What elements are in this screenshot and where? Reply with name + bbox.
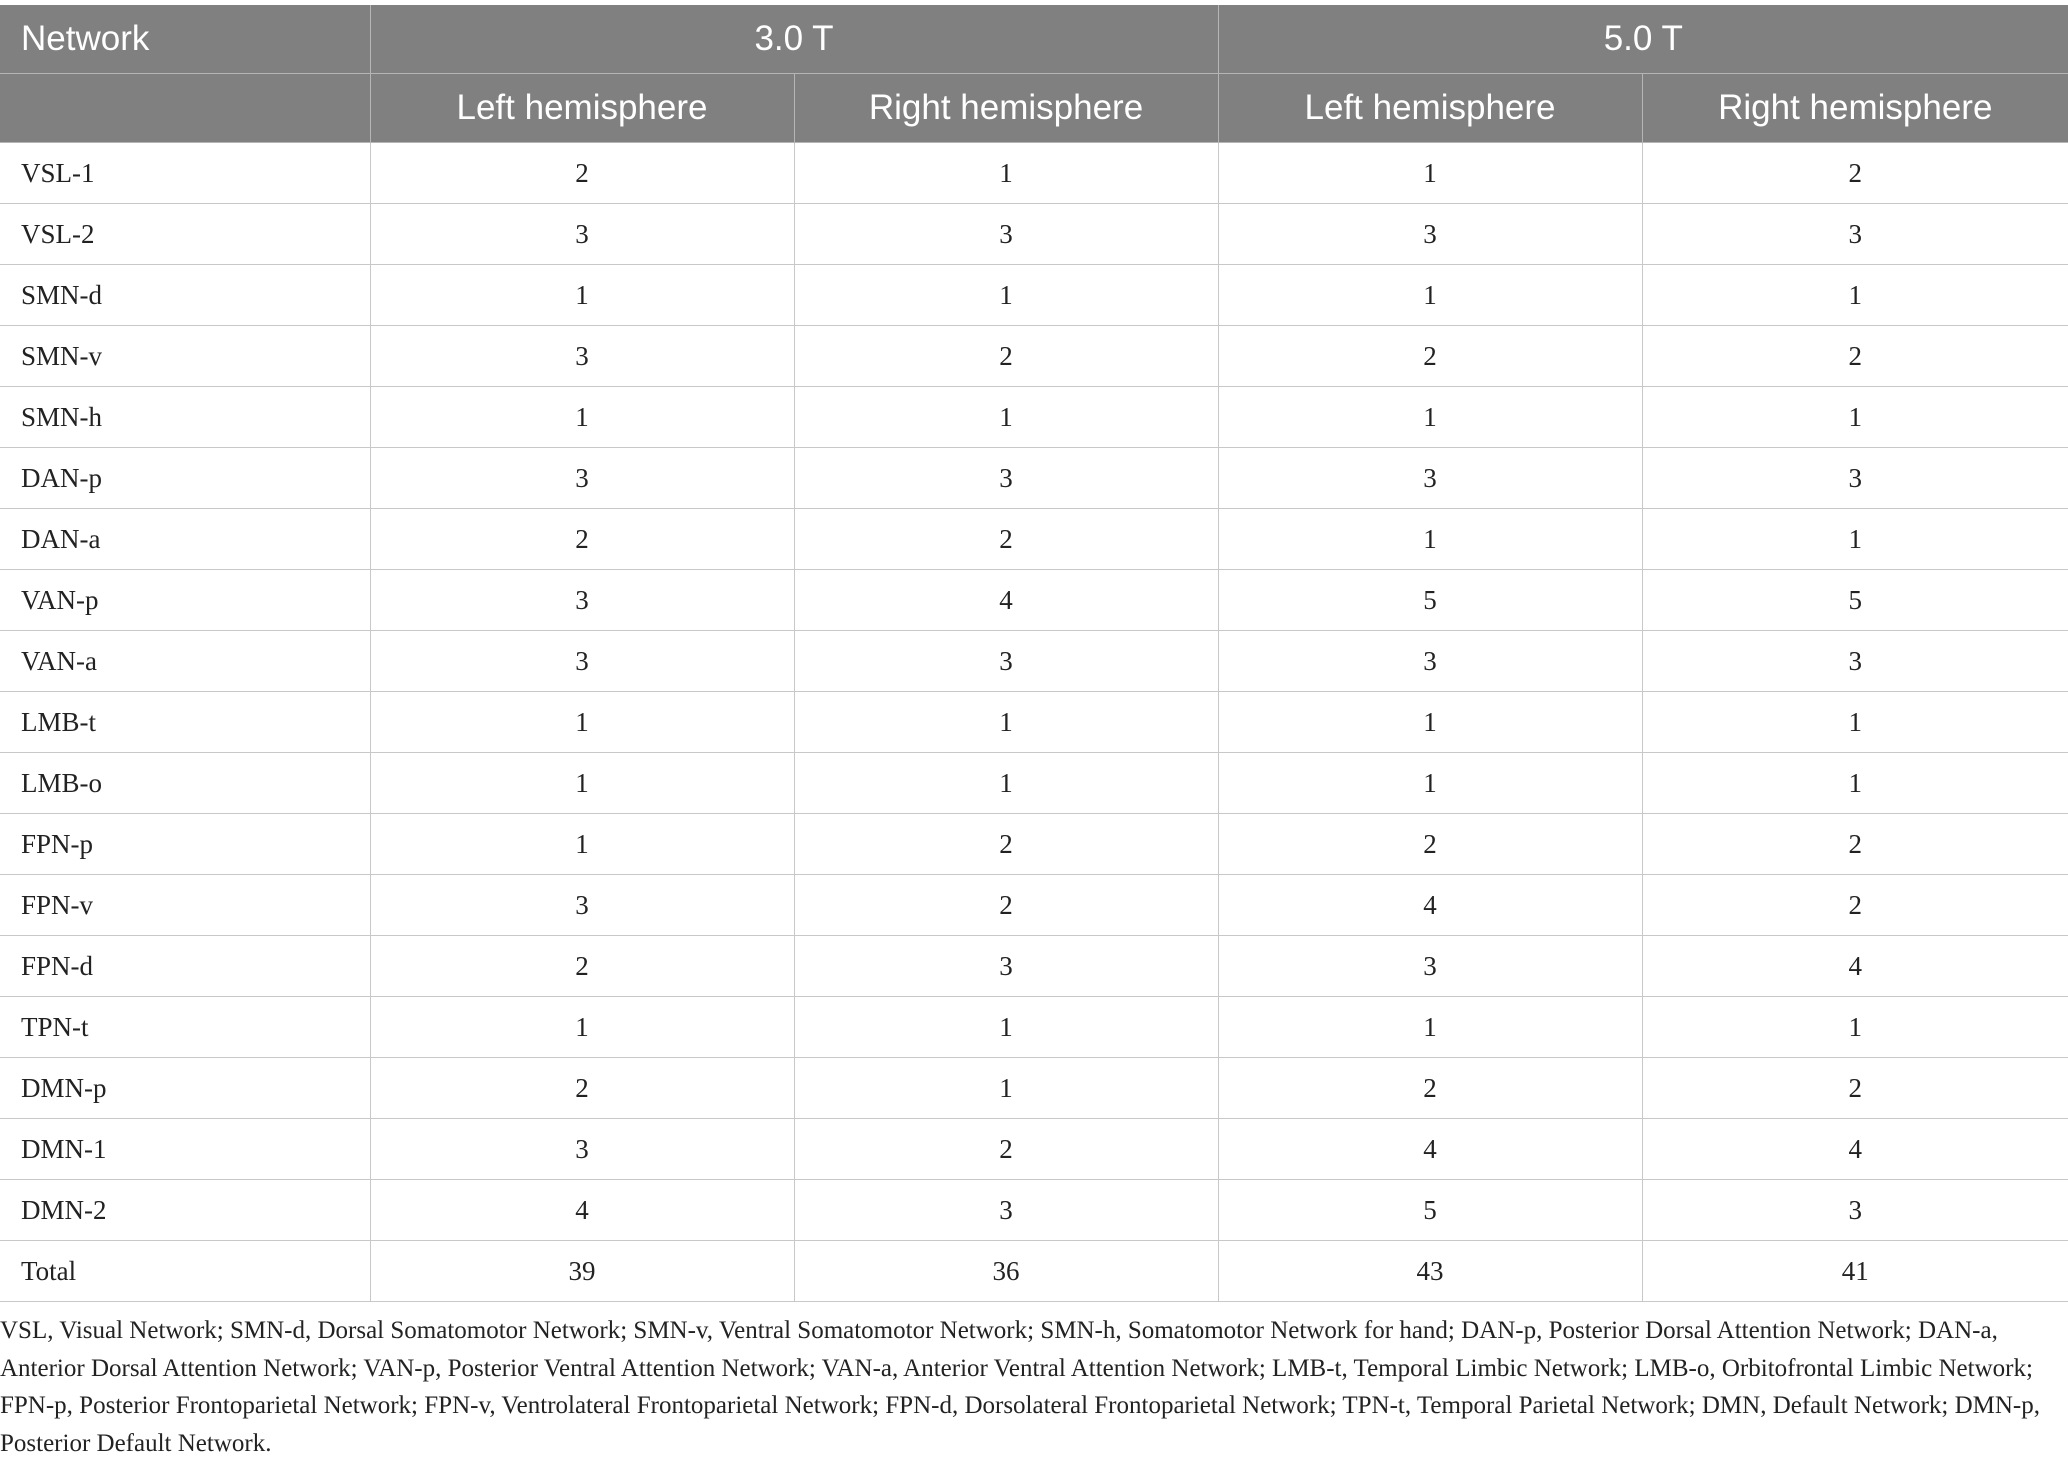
table-row [0,814,2068,875]
value-3t-right-cell: 1 [794,753,1218,814]
header-group-3t: 3.0 T [370,5,1218,74]
value-5t-left-cell: 2 [1218,1058,1642,1119]
value-3t-right-cell: 36 [794,1241,1218,1302]
table-body [0,143,2068,1302]
network-table [0,5,2068,1302]
value-5t-left-cell: 3 [1218,204,1642,265]
value-3t-left-cell: 3 [370,875,794,936]
page [0,5,2068,1462]
table-row [0,265,2068,326]
value-3t-left-cell: 1 [370,387,794,448]
value-5t-right-cell: 41 [1642,1241,2068,1302]
header-3t-right-hemisphere: Right hemisphere [794,74,1218,143]
value-5t-left-cell: 1 [1218,753,1642,814]
value-5t-right-cell: 2 [1642,814,2068,875]
value-3t-left-cell: 3 [370,326,794,387]
header-row-groups [0,5,2068,74]
table-row [0,1241,2068,1302]
value-5t-left-cell: 3 [1218,448,1642,509]
network-name-cell: VAN-p [0,570,370,631]
value-5t-right-cell: 1 [1642,753,2068,814]
header-group-5t: 5.0 T [1218,5,2068,74]
value-3t-left-cell: 2 [370,1058,794,1119]
value-5t-right-cell: 3 [1642,1180,2068,1241]
value-5t-right-cell: 4 [1642,936,2068,997]
value-5t-left-cell: 1 [1218,387,1642,448]
value-5t-left-cell: 4 [1218,875,1642,936]
value-3t-left-cell: 4 [370,1180,794,1241]
value-3t-right-cell: 2 [794,814,1218,875]
network-name-cell: LMB-o [0,753,370,814]
value-3t-left-cell: 2 [370,936,794,997]
value-3t-left-cell: 2 [370,509,794,570]
value-5t-right-cell: 4 [1642,1119,2068,1180]
header-row-hemispheres [0,74,2068,143]
network-name-cell: TPN-t [0,997,370,1058]
value-3t-right-cell: 3 [794,936,1218,997]
network-name-cell: FPN-v [0,875,370,936]
network-name-cell: SMN-h [0,387,370,448]
value-5t-right-cell: 3 [1642,204,2068,265]
value-3t-left-cell: 3 [370,1119,794,1180]
network-name-cell: DAN-a [0,509,370,570]
table-footnote: VSL, Visual Network; SMN-d, Dorsal Somatomotor Network; SMN-v, Ventral Somatomotor Network; SMN-h, Somatomotor Network for hand; DAN-p, Posterior Dorsal Attention Network; DAN-a, Anterior Dorsal Attention Network; VAN-p, Posterior Ventral Attention Network; VAN-a, Anterior Ventral Attention Network; LMB-t, Temporal Limbic Network; LMB-o, Orbitofrontal Limbic Network; FPN-p, Posterior Frontoparietal Network; FPN-v, Ventrolateral Frontoparietal Network; FPN-d, Dorsolateral Frontoparietal Network; TPN-t, Temporal Parietal Network; DMN, Default Network; DMN-p, Posterior Default Network. [0,1317,2041,1457]
value-3t-left-cell: 1 [370,753,794,814]
value-3t-left-cell: 2 [370,143,794,204]
table-row [0,753,2068,814]
value-5t-left-cell: 4 [1218,1119,1642,1180]
network-name-cell: VSL-1 [0,143,370,204]
header-empty-cell [0,74,370,143]
value-5t-left-cell: 2 [1218,326,1642,387]
value-5t-right-cell: 1 [1642,509,2068,570]
network-name-cell: FPN-d [0,936,370,997]
value-5t-left-cell: 1 [1218,692,1642,753]
network-name-cell: DMN-2 [0,1180,370,1241]
network-name-cell: DMN-p [0,1058,370,1119]
network-name-cell: VAN-a [0,631,370,692]
value-3t-right-cell: 1 [794,1058,1218,1119]
value-3t-left-cell: 3 [370,448,794,509]
table-row [0,1119,2068,1180]
network-name-cell: SMN-d [0,265,370,326]
network-name-cell: SMN-v [0,326,370,387]
table-row [0,1180,2068,1241]
table-row [0,1058,2068,1119]
network-name-cell: VSL-2 [0,204,370,265]
table-row [0,448,2068,509]
value-3t-right-cell: 4 [794,570,1218,631]
value-3t-right-cell: 2 [794,1119,1218,1180]
header-3t-left-hemisphere: Left hemisphere [370,74,794,143]
network-name-cell: DAN-p [0,448,370,509]
network-name-cell: DMN-1 [0,1119,370,1180]
table-row [0,326,2068,387]
value-3t-right-cell: 1 [794,692,1218,753]
value-5t-left-cell: 1 [1218,265,1642,326]
value-3t-right-cell: 2 [794,509,1218,570]
header-5t-right-hemisphere: Right hemisphere [1642,74,2068,143]
value-5t-right-cell: 5 [1642,570,2068,631]
value-5t-right-cell: 1 [1642,692,2068,753]
value-3t-right-cell: 1 [794,143,1218,204]
table-row [0,387,2068,448]
value-3t-left-cell: 1 [370,814,794,875]
table-row [0,204,2068,265]
value-3t-left-cell: 1 [370,692,794,753]
table-header [0,5,2068,143]
value-3t-left-cell: 3 [370,204,794,265]
network-name-cell: LMB-t [0,692,370,753]
value-5t-left-cell: 5 [1218,1180,1642,1241]
table-row [0,692,2068,753]
header-network: Network [0,5,370,74]
value-3t-right-cell: 1 [794,265,1218,326]
value-5t-right-cell: 2 [1642,875,2068,936]
value-3t-left-cell: 1 [370,997,794,1058]
table-row [0,936,2068,997]
value-5t-left-cell: 1 [1218,143,1642,204]
network-name-cell: FPN-p [0,814,370,875]
value-3t-left-cell: 3 [370,570,794,631]
value-3t-right-cell: 1 [794,997,1218,1058]
value-5t-left-cell: 1 [1218,997,1642,1058]
value-5t-right-cell: 1 [1642,387,2068,448]
network-name-cell: Total [0,1241,370,1302]
value-3t-right-cell: 3 [794,631,1218,692]
table-row [0,570,2068,631]
value-5t-left-cell: 1 [1218,509,1642,570]
value-5t-left-cell: 3 [1218,631,1642,692]
value-3t-right-cell: 3 [794,204,1218,265]
value-5t-right-cell: 2 [1642,143,2068,204]
value-5t-right-cell: 3 [1642,448,2068,509]
value-5t-left-cell: 2 [1218,814,1642,875]
value-3t-left-cell: 1 [370,265,794,326]
value-5t-left-cell: 5 [1218,570,1642,631]
table-row [0,509,2068,570]
value-3t-right-cell: 1 [794,387,1218,448]
value-3t-left-cell: 3 [370,631,794,692]
value-5t-right-cell: 2 [1642,326,2068,387]
value-3t-right-cell: 2 [794,326,1218,387]
value-3t-left-cell: 39 [370,1241,794,1302]
value-5t-right-cell: 1 [1642,265,2068,326]
table-row [0,631,2068,692]
value-3t-right-cell: 2 [794,875,1218,936]
value-3t-right-cell: 3 [794,448,1218,509]
value-5t-left-cell: 3 [1218,936,1642,997]
value-5t-right-cell: 3 [1642,631,2068,692]
value-5t-left-cell: 43 [1218,1241,1642,1302]
table-row [0,143,2068,204]
table-row [0,875,2068,936]
value-5t-right-cell: 2 [1642,1058,2068,1119]
header-5t-left-hemisphere: Left hemisphere [1218,74,1642,143]
table-row [0,997,2068,1058]
value-5t-right-cell: 1 [1642,997,2068,1058]
value-3t-right-cell: 3 [794,1180,1218,1241]
